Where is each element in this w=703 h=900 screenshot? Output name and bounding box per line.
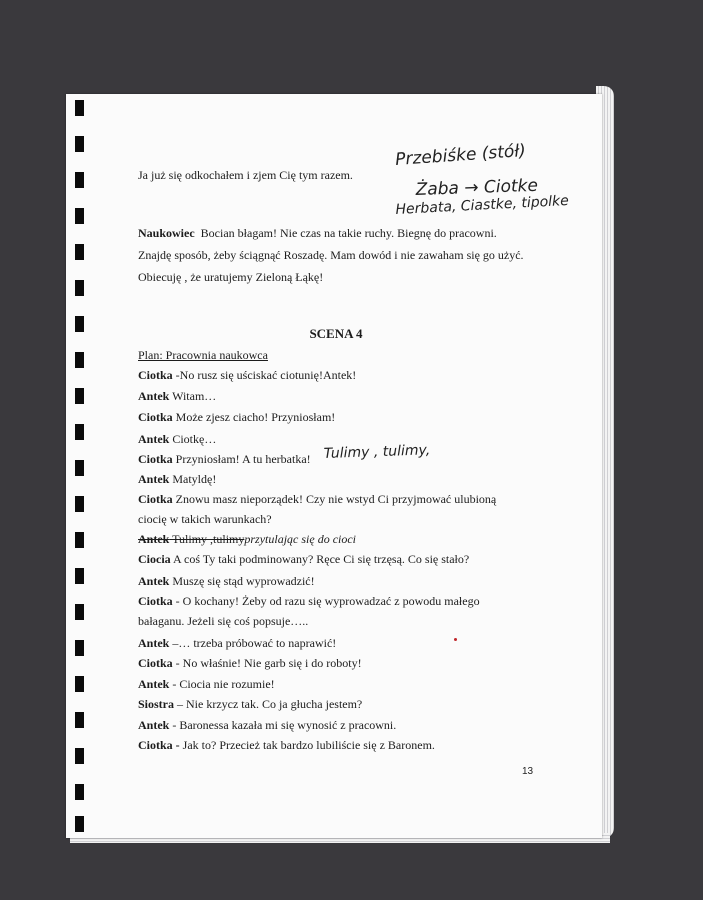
binding-hole <box>75 712 84 728</box>
page-number: 13 <box>522 766 534 777</box>
handwritten-note: Herbata, Ciastke, tipolke <box>395 192 570 218</box>
speaker-name: Antek <box>138 636 170 650</box>
binding-hole <box>75 244 84 260</box>
speaker-name: Ciotka <box>138 368 173 382</box>
dialogue-line <box>138 452 311 466</box>
script-page <box>66 94 602 838</box>
line-text: Bocian błagam! Nie czas na takie ruchy. Biegnę do pracowni. <box>200 226 497 240</box>
dialogue-line <box>138 512 272 526</box>
dialogue-line <box>138 656 362 670</box>
scene-plan: Plan: Pracownia naukowca <box>138 348 268 362</box>
line-text: bałaganu. Jeżeli się coś popsuje….. <box>138 614 309 628</box>
speaker-name: Naukowiec <box>138 226 195 240</box>
ink-dot <box>454 638 457 641</box>
scene-title: SCENA 4 <box>309 326 363 341</box>
binding-hole <box>75 460 84 476</box>
handwritten-note: Tulimy , tulimy, <box>323 442 431 462</box>
speaker-name: Antek <box>138 677 170 691</box>
line-text: – Nie krzycz tak. Co ja głucha jestem? <box>174 697 363 711</box>
binding-hole <box>75 208 84 224</box>
line-text: - No właśnie! Nie garb się i do roboty! <box>172 656 362 670</box>
line-text: –… trzeba próbować to naprawić! <box>169 636 337 650</box>
dialogue-line: Obiecuję , że uratujemy Zieloną Łąkę! <box>138 270 324 284</box>
dialogue-line <box>138 552 469 566</box>
binding-hole <box>75 784 84 800</box>
line-text: Jak to? Przecież tak bardzo lubiliście się z Baronem. <box>179 738 435 752</box>
dialogue-line <box>138 432 216 446</box>
speaker-name: Ciotka <box>138 492 173 506</box>
speaker-name: Antek <box>138 532 170 546</box>
binding-hole <box>75 388 84 404</box>
struck-dialogue-line <box>138 532 356 546</box>
speaker-name: Antek <box>138 432 170 446</box>
speaker-name: Ciotka - <box>138 738 180 752</box>
dialogue-line <box>138 718 396 732</box>
speaker-name: Ciocia <box>138 552 171 566</box>
binding-hole <box>75 816 84 832</box>
binding-hole <box>75 568 84 584</box>
handwritten-note: Żaba → Ciotke <box>415 175 539 200</box>
speaker-name: Antek <box>138 472 170 486</box>
dialogue-line <box>138 738 435 752</box>
dialogue-line: Znajdę sposób, żeby ściągnąć Roszadę. Mam dowód i nie zawaham się go użyć. <box>138 248 524 262</box>
line-text: Ciotkę… <box>169 432 217 446</box>
line-text: Muszę się stąd wyprowadzić! <box>169 574 315 588</box>
speaker-name: Ciotka <box>138 656 173 670</box>
dialogue-line <box>138 614 308 628</box>
speaker-name: Ciotka <box>138 594 173 608</box>
line-text: - O kochany! Żeby od razu się wyprowadzać z powodu małego <box>172 594 480 608</box>
binding-hole <box>75 280 84 296</box>
speaker-name: Antek <box>138 574 170 588</box>
binding-hole <box>75 604 84 620</box>
dialogue-line <box>138 574 315 588</box>
stage-direction: przytulając się do cioci <box>244 532 357 546</box>
dialogue-line <box>138 636 336 650</box>
binding-hole <box>75 640 84 656</box>
dialogue-line <box>138 472 216 486</box>
dialogue-line <box>138 389 216 403</box>
binding-hole <box>75 532 84 548</box>
binding-hole <box>75 748 84 764</box>
dialogue-line <box>138 410 335 424</box>
line-text: ciocię w takich warunkach? <box>138 512 272 526</box>
speaker-name: Antek <box>138 389 170 403</box>
line-text: - Baronessa kazała mi się wynosić z pracowni. <box>169 718 397 732</box>
binding-hole <box>75 100 84 116</box>
line-text: Przyniosłam! A tu herbatka! <box>172 452 311 466</box>
dialogue-line <box>138 677 275 691</box>
dialogue-line: Ja już się odkochałem i zjem Cię tym razem. <box>138 168 353 182</box>
struck-text: Tulimy ,tulimy <box>169 532 245 546</box>
dialogue-line <box>138 368 356 382</box>
line-text: Matyldę! <box>169 472 217 486</box>
binding-hole <box>75 424 84 440</box>
binding-hole <box>75 676 84 692</box>
binding-hole <box>75 136 84 152</box>
speaker-name: Antek <box>138 718 170 732</box>
speaker-name: Ciotka <box>138 452 173 466</box>
line-text: Witam… <box>169 389 217 403</box>
line-text: Znowu masz nieporządek! Czy nie wstyd Ci przyjmować ulubioną <box>172 492 497 506</box>
speaker-name: Siostra <box>138 697 174 711</box>
dialogue-line <box>138 492 496 506</box>
line-text: -No rusz się uściskać ciotunię!Antek! <box>172 368 357 382</box>
binding-hole <box>75 172 84 188</box>
line-text: - Ciocia nie rozumie! <box>169 677 275 691</box>
binding-hole <box>75 352 84 368</box>
line-text: Może zjesz ciacho! Przyniosłam! <box>172 410 336 424</box>
dialogue-line <box>138 594 480 608</box>
speaker-name: Ciotka <box>138 410 173 424</box>
binding-hole <box>75 496 84 512</box>
dialogue-line <box>138 697 362 711</box>
handwritten-note: Przebiśke (stół) <box>394 140 527 170</box>
dialogue-line <box>138 226 497 240</box>
line-text: A coś Ty taki podminowany? Ręce Ci się trzęsą. Co się stało? <box>170 552 470 566</box>
